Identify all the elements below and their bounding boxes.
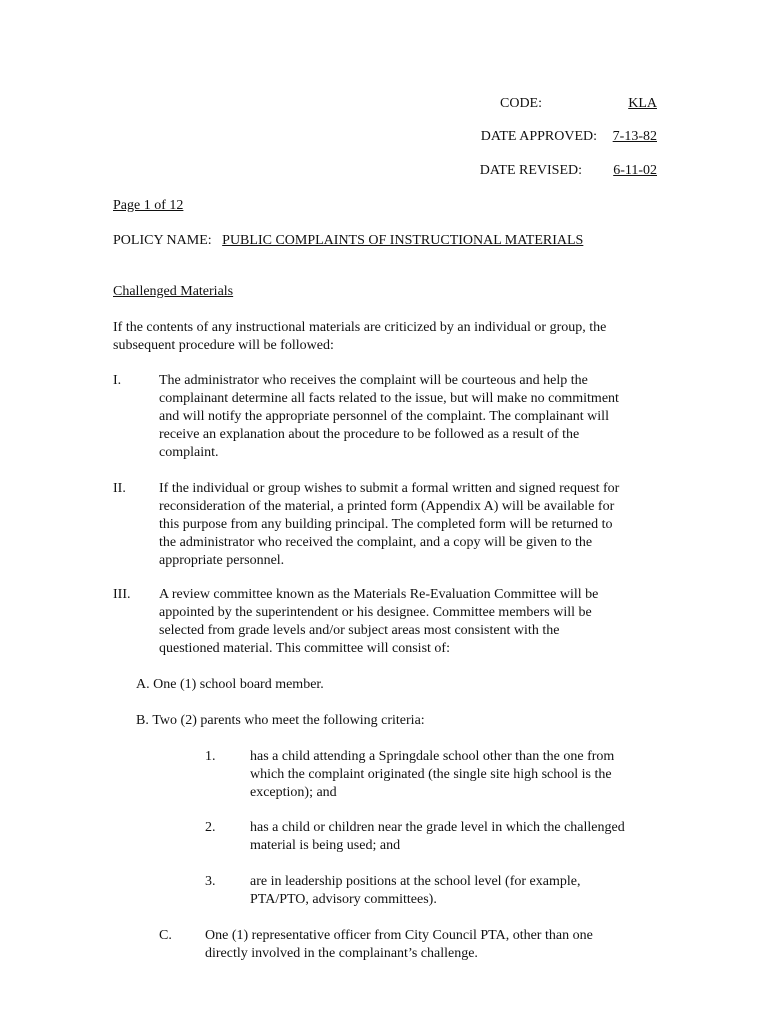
item-2-line: If the individual or group wishes to submit a formal written and signed request for <box>159 481 620 496</box>
date-revised-value: 6-11-02 <box>613 163 657 178</box>
item-1-marker: I. <box>113 373 122 388</box>
criteria-1-marker: 1. <box>205 749 216 764</box>
criteria-3-line: PTA/PTO, advisory committees). <box>250 892 437 907</box>
item-1-line: The administrator who receives the complaint will be courteous and help the <box>159 373 588 388</box>
policy-name: PUBLIC COMPLAINTS OF INSTRUCTIONAL MATERIALS <box>222 233 584 248</box>
date-approved-line <box>481 128 657 146</box>
committee-a <box>136 676 324 694</box>
committee-b-text: Two (2) parents who meet the following criteria: <box>152 713 425 728</box>
item-1-line: and will notify the appropriate personnel of the complaint. The complainant will <box>159 409 609 424</box>
date-revised-line <box>480 162 657 180</box>
item-1-line: complainant determine all facts related to the issue, but will make no commitment <box>159 391 619 406</box>
item-2-line: reconsideration of the material, a printed form (Appendix A) will be available for <box>159 499 615 514</box>
code-label: CODE: <box>500 96 542 111</box>
committee-c-marker: C. <box>159 928 172 943</box>
committee-a-marker: A. <box>136 677 150 692</box>
item-2-line: appropriate personnel. <box>159 553 285 568</box>
item-3-line: appointed by the superintendent or his designee. Committee members will be <box>159 605 592 620</box>
criteria-1-line: exception); and <box>250 785 337 800</box>
criteria-2-line: material is being used; and <box>250 838 401 853</box>
code-value: KLA <box>628 96 657 111</box>
item-3-line: selected from grade levels and/or subject areas most consistent with the <box>159 623 560 638</box>
committee-c-line: One (1) representative officer from City Council PTA, other than one <box>205 928 593 943</box>
item-2-text <box>159 480 659 570</box>
date-revised-label: DATE REVISED: <box>479 163 582 178</box>
date-approved-label: DATE APPROVED: <box>480 129 597 144</box>
item-2-marker: II. <box>113 481 126 496</box>
policy-name-line <box>113 232 583 250</box>
criteria-3-text <box>250 873 660 909</box>
criteria-1-line: which the complaint originated (the single site high school is the <box>250 767 612 782</box>
criteria-3-line: are in leadership positions at the school level (for example, <box>250 874 581 889</box>
code-line <box>500 95 657 113</box>
item-2-line: this purpose from any building principal. The completed form will be returned to <box>159 517 613 532</box>
committee-a-text: One (1) school board member. <box>153 677 324 692</box>
criteria-1-text <box>250 748 660 802</box>
committee-b-marker: B. <box>136 713 149 728</box>
date-approved-value: 7-13-82 <box>612 129 657 144</box>
criteria-2-text <box>250 819 660 855</box>
item-1-line: receive an explanation about the procedure to be followed as a result of the <box>159 427 580 442</box>
policy-label: POLICY NAME: <box>113 233 212 248</box>
item-1-line: complaint. <box>159 445 219 460</box>
item-3-marker: III. <box>113 587 131 602</box>
item-3-line: questioned material. This committee will consist of: <box>159 641 450 656</box>
criteria-1-line: has a child attending a Springdale school other than the one from <box>250 749 615 764</box>
criteria-2-marker: 2. <box>205 820 216 835</box>
item-1-text <box>159 372 659 462</box>
item-3-text <box>159 586 659 658</box>
committee-c-line: directly involved in the complainant’s challenge. <box>205 946 478 961</box>
item-3-line: A review committee known as the Materials Re-Evaluation Committee will be <box>159 587 599 602</box>
page-number: Page 1 of 12 <box>113 198 184 213</box>
criteria-2-line: has a child or children near the grade level in which the challenged <box>250 820 625 835</box>
intro-paragraph: If the contents of any instructional materials are criticized by an individual or group, the subsequent procedure will be followed: <box>113 320 607 353</box>
criteria-3-marker: 3. <box>205 874 216 889</box>
committee-c-text <box>205 927 593 963</box>
committee-b <box>136 712 425 730</box>
section-heading: Challenged Materials <box>113 284 234 299</box>
item-2-line: the administrator who received the complaint, and a copy will be given to the <box>159 535 593 550</box>
